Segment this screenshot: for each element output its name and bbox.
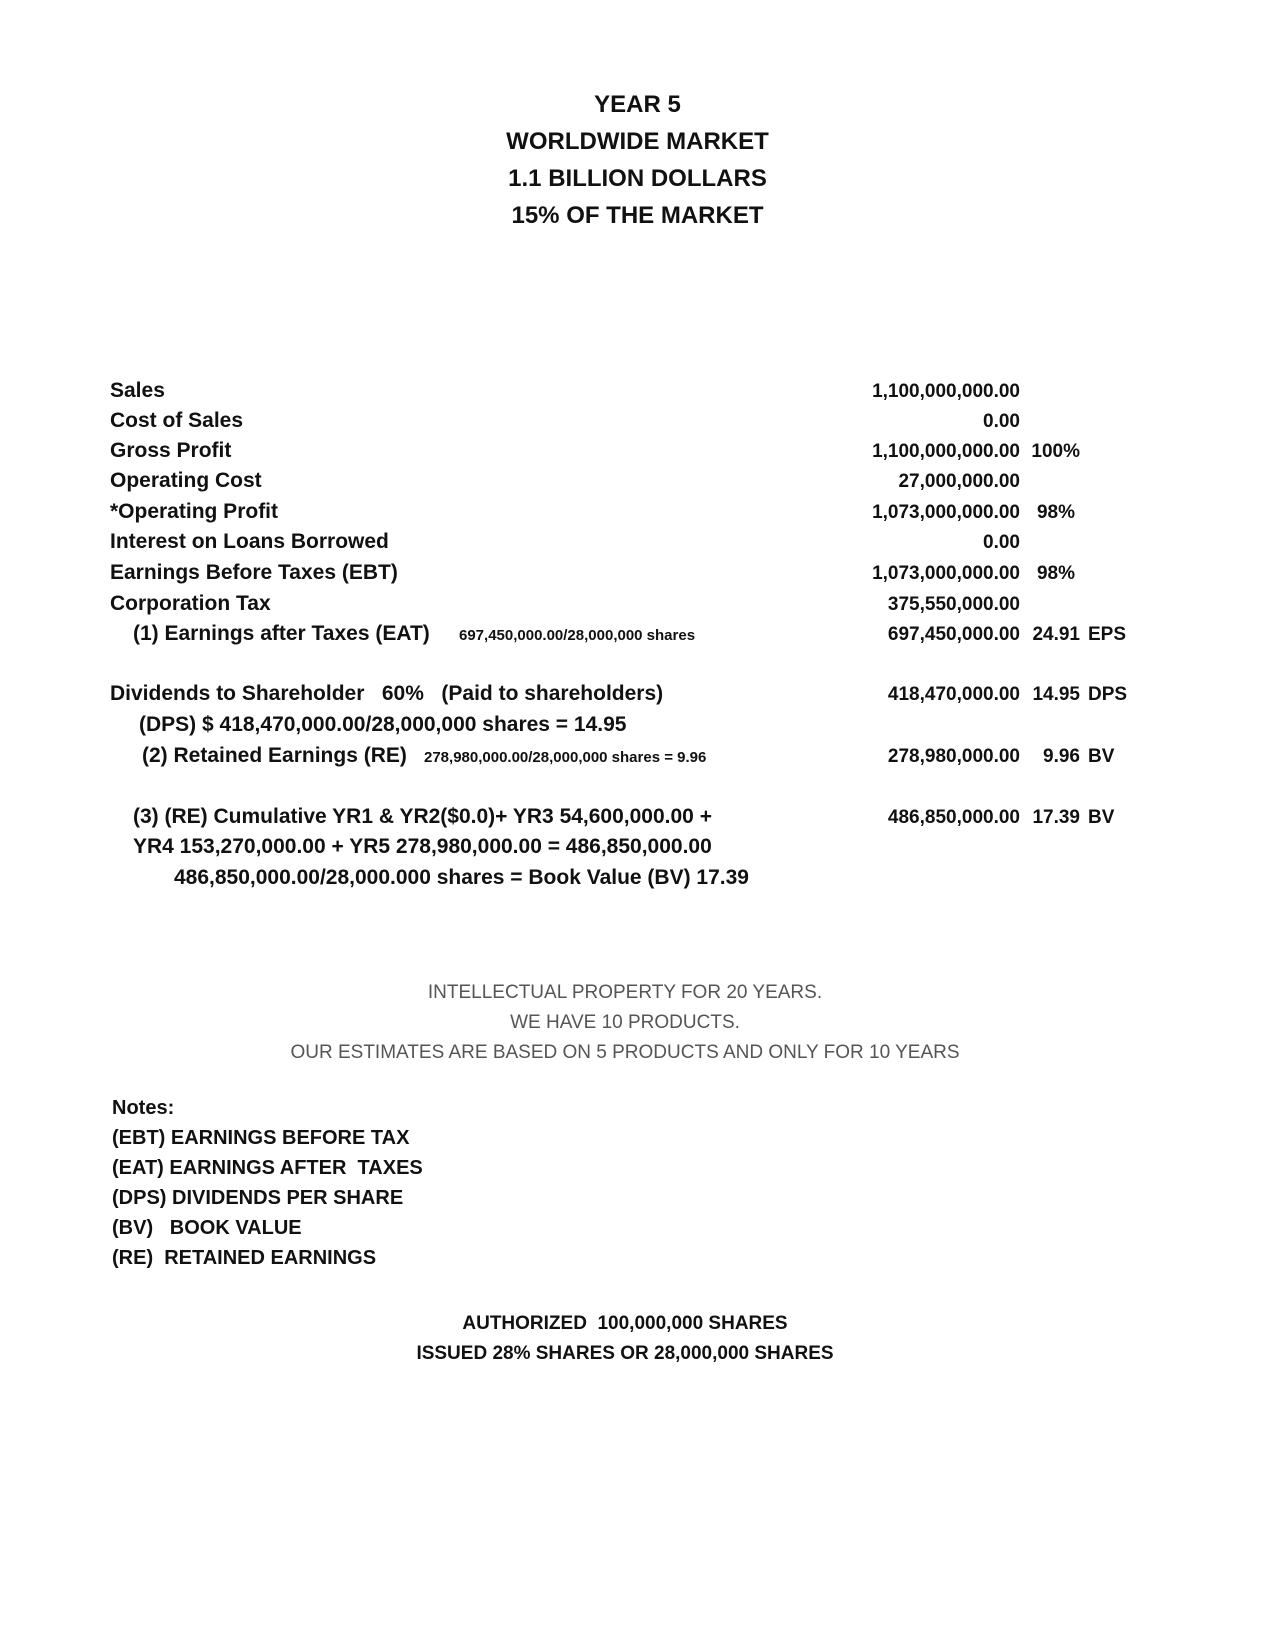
notes-section (112, 1093, 423, 1273)
operating-profit-value: 1,073,000,000.00 (872, 502, 1020, 523)
ebt-value: 1,073,000,000.00 (872, 563, 1020, 584)
corp-tax-value: 375,550,000.00 (887, 594, 1020, 615)
gross-profit-value: 1,100,000,000.00 (872, 441, 1020, 462)
sales-value: 1,100,000,000.00 (872, 381, 1020, 402)
dps-calculation: (DPS) $ 418,470,000.00/28,000,000 shares = 14.95 (139, 713, 627, 736)
note-ebt: (EBT) EARNINGS BEFORE TAX (112, 1127, 410, 1149)
title-year: YEAR 5 (594, 91, 681, 118)
operating-cost-label: Operating Cost (110, 469, 262, 492)
title-share: 15% OF THE MARKET (511, 202, 764, 229)
cumulative-bv-unit: BV (1088, 807, 1115, 828)
corp-tax-label: Corporation Tax (110, 592, 271, 615)
cost-of-sales-value: 0.00 (983, 411, 1020, 432)
cumulative-line-3: 486,850,000.00/28,000.000 shares = Book Value (BV) 17.39 (174, 866, 749, 889)
cost-of-sales-label: Cost of Sales (110, 409, 244, 432)
ip-line-2: WE HAVE 10 PRODUCTS. (510, 1012, 740, 1033)
eps-unit: EPS (1088, 624, 1127, 645)
cumulative-line-1: (3) (RE) Cumulative YR1 & YR2($0.0)+ YR3 54,600,000.00 + (133, 805, 712, 828)
page-title (0, 86, 1275, 234)
gross-profit-label: Gross Profit (110, 439, 232, 462)
cumulative-value: 486,850,000.00 (887, 807, 1020, 828)
retained-value: 278,980,000.00 (887, 746, 1020, 767)
note-re: (RE) RETAINED EARNINGS (112, 1247, 377, 1269)
eat-note: 697,450,000.00/28,000,000 shares (459, 627, 696, 644)
dps-unit: DPS (1088, 684, 1128, 705)
intellectual-property-block (0, 978, 1250, 1068)
bv-value: 9.96 (1043, 746, 1080, 767)
dividends-value: 418,470,000.00 (887, 684, 1020, 705)
operating-profit-pct: 98% (1036, 502, 1075, 523)
interest-label: Interest on Loans Borrowed (110, 530, 389, 553)
shares-block (0, 1309, 1250, 1369)
dividends-label: Dividends to Shareholder 60% (Paid to shareholders) (110, 682, 664, 705)
title-market: WORLDWIDE MARKET (506, 128, 769, 155)
ip-line-1: INTELLECTUAL PROPERTY FOR 20 YEARS. (427, 982, 823, 1003)
ip-line-3: OUR ESTIMATES ARE BASED ON 5 PRODUCTS AND ONLY FOR 10 YEARS (290, 1042, 960, 1063)
cumulative-bv-value: 17.39 (1032, 807, 1080, 828)
gross-profit-pct: 100% (1031, 441, 1080, 462)
operating-cost-value: 27,000,000.00 (898, 471, 1020, 492)
retained-note: 278,980,000.00/28,000,000 shares = 9.96 (424, 749, 707, 766)
note-dps: (DPS) DIVIDENDS PER SHARE (112, 1187, 404, 1209)
cumulative-line-2: YR4 153,270,000.00 + YR5 278,980,000.00 = 486,850,000.00 (133, 835, 712, 858)
sales-label: Sales (110, 379, 165, 402)
eat-label: (1) Earnings after Taxes (EAT) (133, 622, 430, 645)
interest-value: 0.00 (983, 532, 1020, 553)
note-eat: (EAT) EARNINGS AFTER TAXES (112, 1157, 423, 1179)
eat-value: 697,450,000.00 (887, 624, 1020, 645)
dps-value: 14.95 (1032, 684, 1080, 705)
title-size: 1.1 BILLION DOLLARS (508, 165, 767, 192)
authorized-shares: AUTHORIZED 100,000,000 SHARES (462, 1313, 788, 1334)
eps-value: 24.91 (1032, 624, 1080, 645)
note-bv: (BV) BOOK VALUE (112, 1217, 302, 1239)
issued-shares: ISSUED 28% SHARES OR 28,000,000 SHARES (416, 1343, 834, 1364)
operating-profit-label: *Operating Profit (110, 500, 279, 523)
ebt-pct: 98% (1036, 563, 1075, 584)
retained-label: (2) Retained Earnings (RE) (142, 744, 407, 767)
ebt-label: Earnings Before Taxes (EBT) (110, 561, 398, 584)
bv-unit: BV (1088, 746, 1115, 767)
notes-heading: Notes: (112, 1097, 175, 1119)
